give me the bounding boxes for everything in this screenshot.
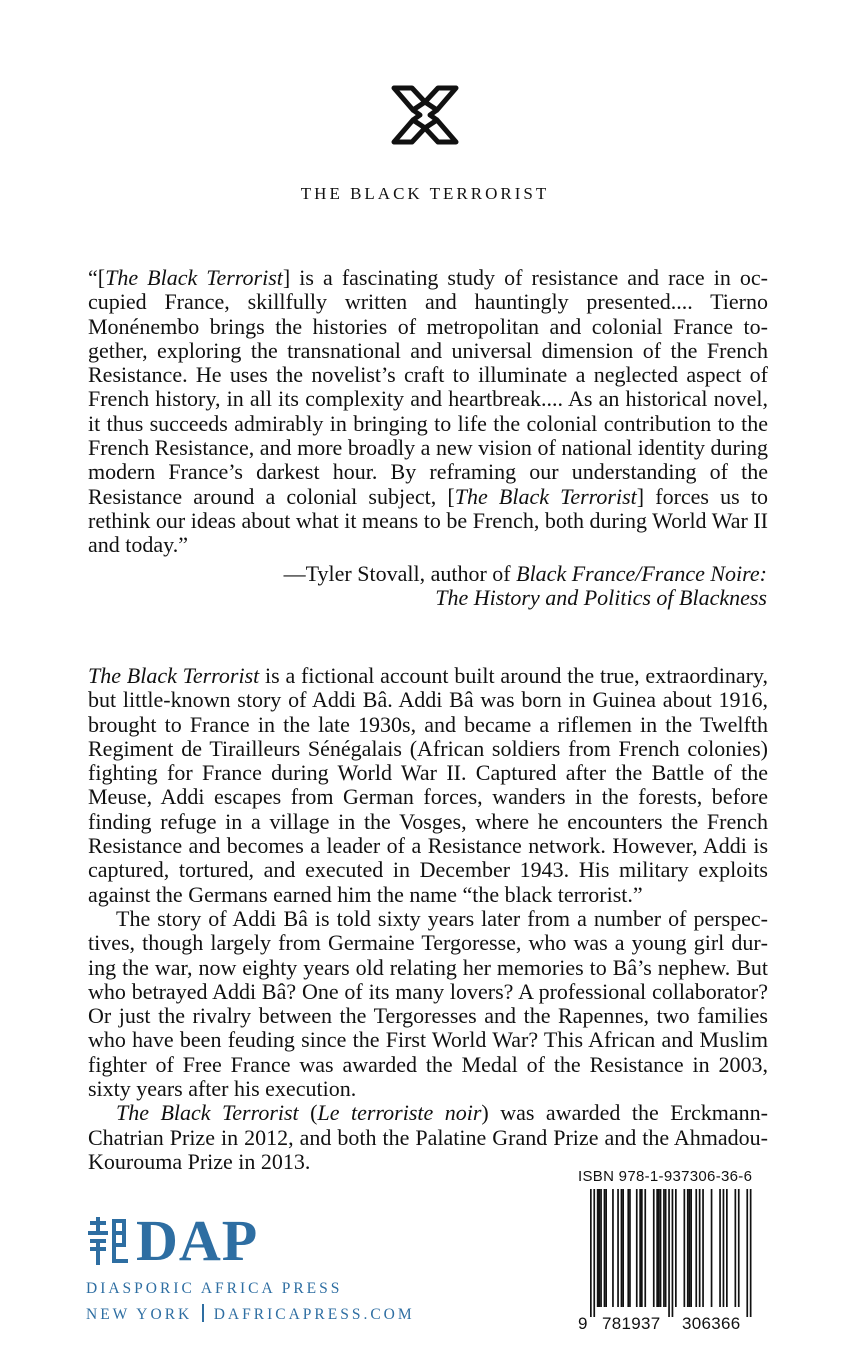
barcode-bar — [719, 1189, 721, 1307]
barcode-bar — [639, 1189, 641, 1307]
barcode-bar — [726, 1189, 728, 1307]
paragraph-text: ) was awarded the Erckmann-Chatrian Prize in 2012, and both the Palatine Grand Prize and the Ahmadou-Kourouma Prize in 2013. — [88, 1100, 768, 1174]
barcode-bar — [695, 1189, 697, 1307]
barcode-bar — [672, 1189, 674, 1317]
barcode-bar — [600, 1189, 602, 1307]
isbn-barcode-block — [578, 1168, 762, 1333]
barcode-bar — [663, 1189, 665, 1307]
barcode-bar — [656, 1189, 658, 1307]
barcode-bar — [689, 1189, 691, 1307]
barcode-bar — [702, 1189, 704, 1307]
publisher-website: DAFRICAPRESS.COM — [213, 1306, 415, 1323]
barcode-bar — [605, 1189, 607, 1307]
barcode-bar — [641, 1189, 643, 1307]
barcode-bar — [699, 1189, 701, 1307]
barcode-bar — [711, 1189, 713, 1307]
barcode-bar — [621, 1189, 623, 1307]
book-title-reference: The Black Terrorist — [454, 483, 637, 509]
isbn-label: ISBN 978-1-937306-36-6 — [578, 1168, 753, 1185]
barcode-bar — [599, 1189, 601, 1307]
barcode-bar — [687, 1189, 689, 1307]
attribution-book-title: Black France/France Noire: — [516, 561, 767, 586]
barcode-bar — [612, 1189, 614, 1307]
barcode-bar — [597, 1189, 599, 1307]
paragraph-text: is a fictional account built around the true, extraordinary, but little-known story of Addi Bâ. Addi Bâ was born in Guinea about 1916, brought to France in the late 1930s, and became a riflemen in the Twelfth Regiment de Tirailleurs Sénégalais (African soldiers from French colonies) fighting for France during World War II. Captured after the Battle of the Meuse, Addi escapes from German forces, wanders in the forests, before finding refuge in a village in the Vosges, where he encounters the French Resistance and becomes a leader of a Resistance network. However, Addi is captured, tortured, and executed in December 1943. His military exploits against the Germans earned him the name “the black terrorist.” — [88, 663, 768, 907]
quote-attribution — [284, 562, 767, 610]
book-title-reference: The Black Terrorist — [105, 265, 283, 290]
divider — [202, 1304, 204, 1322]
barcode-bar — [590, 1189, 592, 1317]
publisher-abbreviation: DAP — [136, 1208, 259, 1273]
barcode-right-digits: 306366 — [682, 1314, 741, 1333]
barcode-bar — [735, 1189, 737, 1307]
attribution-book-subtitle: The History and Politics of Blackness — [435, 585, 767, 610]
barcode-bar — [750, 1189, 752, 1317]
ean13-barcode-icon — [578, 1189, 762, 1317]
barcode-bar — [629, 1189, 631, 1307]
barcode-bar — [690, 1189, 692, 1307]
barcode-bar — [746, 1189, 748, 1317]
open-quote: “[ — [88, 265, 106, 290]
barcode-bar — [622, 1189, 624, 1307]
barcode-bar — [627, 1189, 629, 1307]
book-title-reference: The Black Terrorist — [116, 1100, 299, 1126]
barcode-lead-digit: 9 — [578, 1314, 588, 1333]
description-paragraph: The story of Addi Bâ is told sixty years later from a number of perspectives, though largely from Germaine Tergoresse, who was a young girl during the war, now eighty years old relating her memories to Bâ’s nephew. But who betrayed Addi Bâ? One of its many lovers? A professional collaborator? Or just the rivalry between the Tergoresses and the Rapennes, two families who have been feuding since the First World War? This African and Muslim fighter of Free France was awarded the Medal of the Resistance in 2003, sixty years after his execution. — [88, 905, 768, 1102]
book-title-reference: The Black Terrorist — [88, 663, 260, 688]
barcode-bar — [604, 1189, 606, 1307]
interlocking-x-logo-icon — [390, 84, 460, 146]
publisher-city: NEW YORK — [86, 1306, 193, 1323]
attribution-author: —Tyler Stovall, author of — [283, 561, 517, 586]
barcode-bar — [684, 1189, 686, 1307]
publisher-location — [86, 1304, 415, 1324]
description-paragraph — [88, 664, 768, 907]
barcode-bar — [660, 1189, 662, 1307]
paragraph-text: ( — [298, 1100, 318, 1126]
publisher-block — [86, 1208, 415, 1324]
barcode-bar — [665, 1189, 667, 1307]
endorsement-quote — [88, 266, 768, 558]
barcode-bar — [675, 1189, 677, 1307]
calligraphic-glyph-icon — [86, 1215, 130, 1267]
description-paragraph — [88, 1101, 768, 1174]
barcode-bar — [668, 1189, 670, 1317]
barcode-bar — [644, 1189, 646, 1307]
barcode-bar — [723, 1189, 725, 1307]
barcode-bar — [653, 1189, 655, 1307]
barcode-bar — [617, 1189, 619, 1307]
publisher-name: DIASPORIC AFRICA PRESS — [86, 1280, 343, 1297]
barcode-bar — [636, 1189, 638, 1307]
french-title-reference: Le terroriste noir — [317, 1100, 482, 1126]
quote-text: ] is a fascinating study of resistance and race in occupied France, skillfully written and hauntingly presented.... Tierno Monénembo brings the histories of metropolitan and colonial France together, exploring the transnational and universal dimension of the French Resistance. He uses the novelist’s craft to illuminate a neglected aspect of French history, in all its complexity and heartbreak.... As an historical novel, it thus succeeds admirably in bringing to life the colonial contribution to the French Resistance, and more broadly a new vision of national identity during modern France’s darkest hour. By reframing our understanding of the Resistance around a colonial subject, [ — [88, 265, 768, 509]
barcode-left-digits: 781937 — [602, 1314, 661, 1333]
book-description — [88, 664, 768, 1174]
book-title: THE BLACK TERRORIST — [300, 184, 550, 203]
barcode-bar — [658, 1189, 660, 1307]
barcode-bar — [738, 1189, 740, 1307]
barcode-bar — [593, 1189, 595, 1317]
quote-text: ] forces us to rethink our ideas about what it means to be French, both during World War II and today.” — [88, 483, 768, 558]
